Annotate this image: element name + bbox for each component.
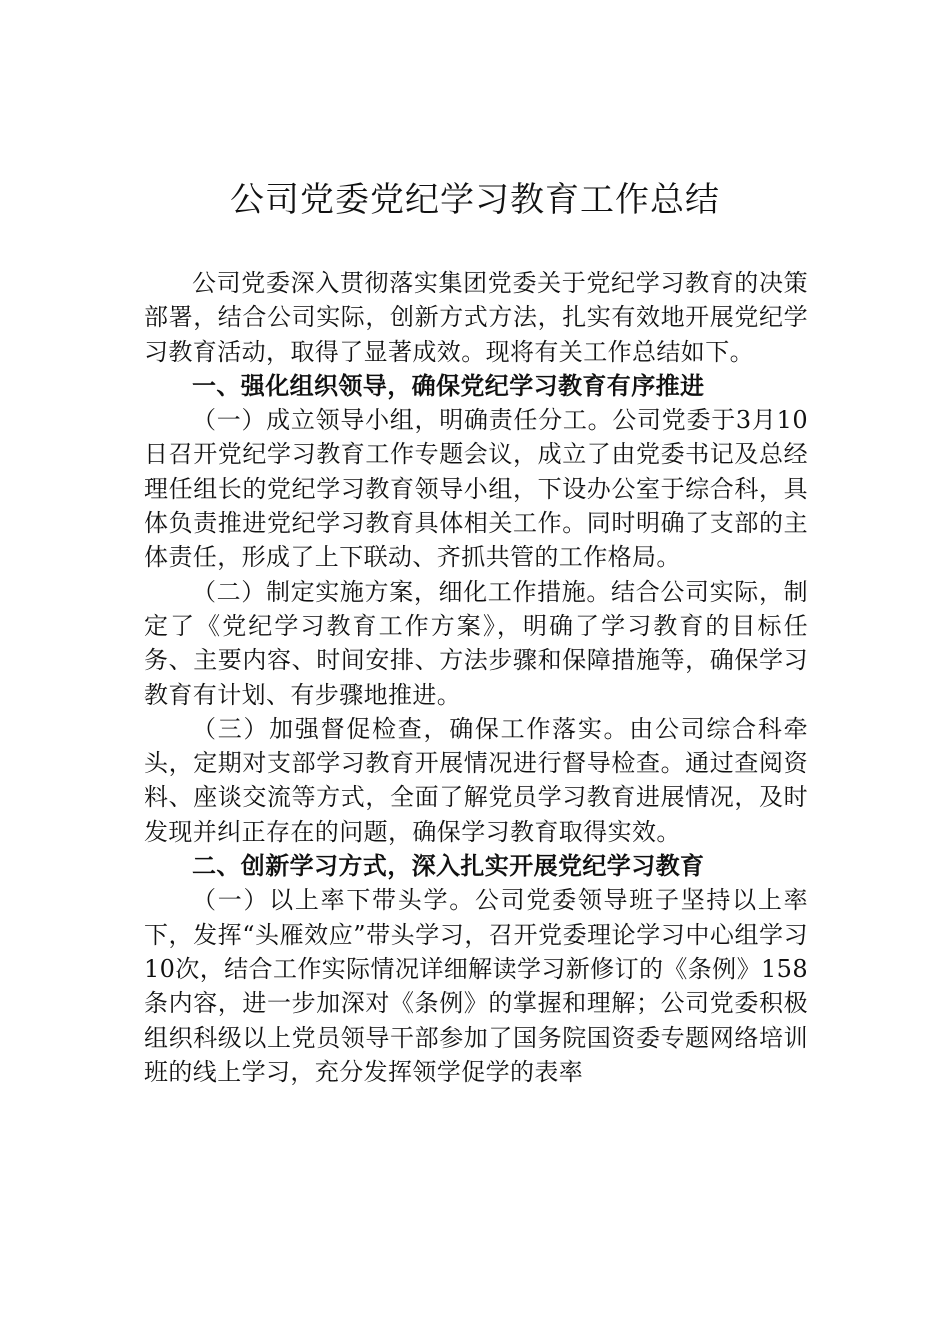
section-1-paragraph-2: （二）制定实施方案，细化工作措施。结合公司实际，制定了《党纪学习教育工作方案》，明确了学习教育的目标任务、主要内容、时间安排、方法步骤和保障措施等，确保学习教育有计划、有步骤地推进。 xyxy=(144,577,808,709)
section-2-paragraph-1: （一）以上率下带头学。公司党委领导班子坚持以上率下，发挥“头雁效应”带头学习，召开党委理论学习中心组学习10次，结合工作实际情况详细解读学习新修订的《条例》158条内容，进一步加深对《条例》的掌握和理解；公司党委积极组织科级以上党员领导干部参加了国务院国资委专题网络培训班的线上学习，充分发挥领学促学的表率 xyxy=(144,886,808,1086)
section-1-paragraph-1: （一）成立领导小组，明确责任分工。公司党委于3月10日召开党纪学习教育工作专题会议，成立了由党委书记及总经理任组长的党纪学习教育领导小组，下设办公室于综合科，具体负责推进党纪学习教育具体相关工作。同时明确了支部的主体责任，形成了上下联动、齐抓共管的工作格局。 xyxy=(144,406,808,572)
intro-paragraph: 公司党委深入贯彻落实集团党委关于党纪学习教育的决策部署，结合公司实际，创新方式方法，扎实有效地开展党纪学习教育活动，取得了显著成效。现将有关工作总结如下。 xyxy=(144,269,808,366)
document-title: 公司党委党纪学习教育工作总结 xyxy=(230,180,720,220)
document-body xyxy=(144,266,808,1089)
section-2-heading: 二、创新学习方式，深入扎实开展党纪学习教育 xyxy=(192,852,705,881)
section-1-paragraph-3: （三）加强督促检查，确保工作落实。由公司综合科牵头，定期对支部学习教育开展情况进行督导检查。通过查阅资料、座谈交流等方式，全面了解党员学习教育进展情况，及时发现并纠正存在的问题，确保学习教育取得实效。 xyxy=(144,714,808,846)
section-1-heading: 一、强化组织领导，确保党纪学习教育有序推进 xyxy=(192,371,705,400)
